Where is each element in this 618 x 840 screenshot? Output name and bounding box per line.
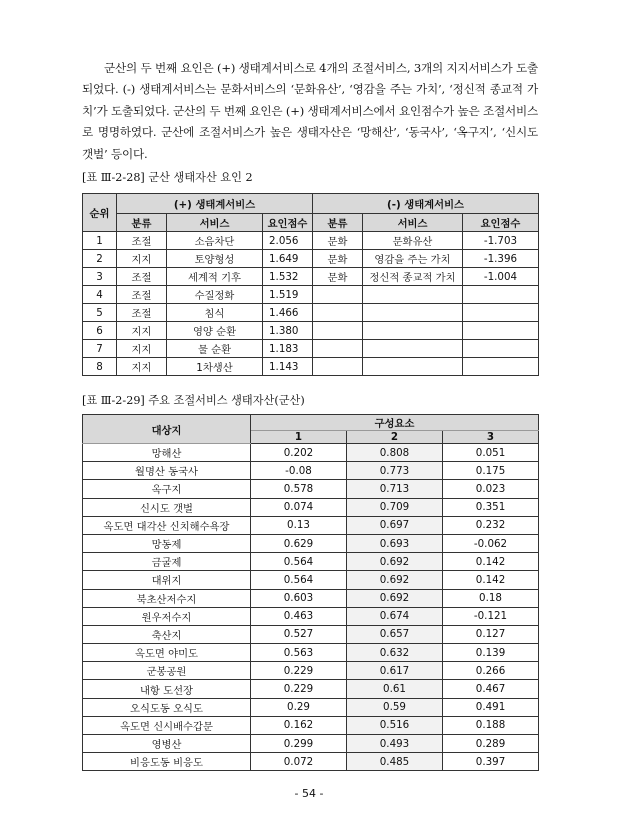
component-header: 구성요소 [251,415,539,431]
component-col-1-header: 1 [251,431,347,444]
minus-score-cell: -1.396 [463,250,539,268]
c3-cell: 0.232 [443,516,539,534]
target-cell: 옥도면 신시배수갑문 [83,716,251,734]
c3-cell: 0.142 [443,571,539,589]
table-row [83,480,539,498]
minus-service-cell [363,322,463,340]
plus-service-cell: 물 순환 [167,340,263,358]
minus-score-cell [463,286,539,304]
c2-cell: 0.808 [347,444,443,462]
c2-cell: 0.692 [347,589,443,607]
plus-service-cell: 소음차단 [167,232,263,250]
table-row [83,534,539,552]
plus-score-cell: 1.466 [263,304,313,322]
plus-score-cell: 2.056 [263,232,313,250]
c1-cell: 0.162 [251,716,347,734]
c3-cell: 0.175 [443,462,539,480]
rank-cell: 5 [83,304,117,322]
minus-category-cell: 문화 [313,268,363,286]
rank-cell: 7 [83,340,117,358]
table-row [83,607,539,625]
target-cell: 대위지 [83,571,251,589]
target-cell: 내항 도선장 [83,680,251,698]
minus-service-cell [363,358,463,376]
table-row [83,571,539,589]
c2-cell: 0.674 [347,607,443,625]
c3-cell: 0.266 [443,662,539,680]
plus-category-cell: 조절 [117,232,167,250]
minus-category-cell: 문화 [313,250,363,268]
c1-cell: 0.13 [251,516,347,534]
target-cell: 금굴제 [83,553,251,571]
c3-cell: 0.397 [443,753,539,771]
plus-score-cell: 1.649 [263,250,313,268]
c1-cell: 0.578 [251,480,347,498]
c1-cell: 0.202 [251,444,347,462]
table2-caption: [표 Ⅲ-2-29] 주요 조절서비스 생태자산(군산) [82,394,305,407]
target-cell: 영병산 [83,735,251,753]
component-col-3-header: 3 [443,431,539,444]
plus-service-cell: 영양 순환 [167,322,263,340]
minus-service-col-header: 서비스 [363,214,463,232]
target-cell: 비응도동 비응도 [83,753,251,771]
c1-cell: 0.629 [251,534,347,552]
minus-service-cell [363,286,463,304]
minus-category-cell [313,322,363,340]
plus-service-cell: 세계적 기후 [167,268,263,286]
plus-score-cell: 1.183 [263,340,313,358]
table-row [83,322,539,340]
table-row [83,680,539,698]
c2-cell: 0.709 [347,498,443,516]
c2-cell: 0.773 [347,462,443,480]
table-row [83,753,539,771]
c3-cell: 0.467 [443,680,539,698]
plus-score-cell: 1.380 [263,322,313,340]
c1-cell: -0.08 [251,462,347,480]
minus-score-cell [463,304,539,322]
plus-service-header: (+) 생태계서비스 [117,194,313,214]
table-row [83,589,539,607]
table1-caption: [표 Ⅲ-2-28] 군산 생태자산 요인 2 [82,171,253,184]
minus-service-cell: 정신적 종교적 가치 [363,268,463,286]
rank-cell: 4 [83,286,117,304]
table-row [83,698,539,716]
table-row [83,304,539,322]
c3-cell: 0.289 [443,735,539,753]
c3-cell: 0.127 [443,625,539,643]
table-row [83,553,539,571]
c1-cell: 0.603 [251,589,347,607]
target-cell: 신시도 갯벌 [83,498,251,516]
c2-cell: 0.697 [347,516,443,534]
table-row [83,498,539,516]
c2-cell: 0.692 [347,571,443,589]
minus-service-cell [363,340,463,358]
plus-service-cell: 토양형성 [167,250,263,268]
c2-cell: 0.632 [347,644,443,662]
minus-category-cell [313,286,363,304]
c3-cell: 0.139 [443,644,539,662]
component-col-2-header: 2 [347,431,443,444]
target-cell: 북초산저수지 [83,589,251,607]
plus-score-cell: 1.519 [263,286,313,304]
table-row [83,516,539,534]
target-cell: 망해산 [83,444,251,462]
plus-category-cell: 지지 [117,322,167,340]
c2-cell: 0.485 [347,753,443,771]
c2-cell: 0.713 [347,480,443,498]
minus-category-cell [313,340,363,358]
plus-score-cell: 1.532 [263,268,313,286]
plus-category-cell: 조절 [117,286,167,304]
target-cell: 망동제 [83,534,251,552]
plus-category-header: 분류 [117,214,167,232]
c2-cell: 0.493 [347,735,443,753]
table-row [83,340,539,358]
c1-cell: 0.564 [251,571,347,589]
table-row [83,444,539,462]
plus-score-cell: 1.143 [263,358,313,376]
c3-cell: 0.023 [443,480,539,498]
table-row [83,232,539,250]
plus-score-header: 요인점수 [263,214,313,232]
c1-cell: 0.563 [251,644,347,662]
c2-cell: 0.693 [347,534,443,552]
c2-cell: 0.516 [347,716,443,734]
c1-cell: 0.564 [251,553,347,571]
rank-header: 순위 [83,194,117,232]
plus-category-cell: 조절 [117,304,167,322]
plus-service-cell: 침식 [167,304,263,322]
c2-cell: 0.617 [347,662,443,680]
c1-cell: 0.229 [251,680,347,698]
target-header: 대상지 [83,415,251,444]
component-table [82,414,539,771]
minus-service-cell [363,304,463,322]
table-row [83,286,539,304]
c1-cell: 0.229 [251,662,347,680]
c2-cell: 0.657 [347,625,443,643]
factor-table [82,193,539,376]
table-row [83,462,539,480]
plus-service-col-header: 서비스 [167,214,263,232]
c2-cell: 0.692 [347,553,443,571]
c1-cell: 0.463 [251,607,347,625]
c3-cell: -0.121 [443,607,539,625]
c3-cell: 0.351 [443,498,539,516]
table-row [83,268,539,286]
plus-category-cell: 지지 [117,250,167,268]
table-row [83,716,539,734]
rank-cell: 2 [83,250,117,268]
c1-cell: 0.072 [251,753,347,771]
table-row [83,358,539,376]
minus-score-cell [463,340,539,358]
table-row [83,625,539,643]
c3-cell: 0.142 [443,553,539,571]
table-row [83,250,539,268]
minus-score-cell [463,358,539,376]
c2-cell: 0.61 [347,680,443,698]
minus-score-cell: -1.703 [463,232,539,250]
c3-cell: 0.491 [443,698,539,716]
body-paragraph: 군산의 두 번째 요인은 (+) 생태계서비스로 4개의 조절서비스, 3개의 지지서비스가 도출되었다. (-) 생태계서비스는 문화서비스의 ‘문화유산’, ‘영감을 주는 가치’, ‘정신적 종교적 가치’가 도출되었다. 군산의 두 번째 요인은 (+) 생태계서비스에서 요인점수가 높은 조절서비스로 명명하였다. 군산에 조절서비스가 높은 생태자산은 ‘망해산’, ‘동국사’, ‘옥구지’, ‘신시도 갯벌’ 등이다. [82,61,538,161]
rank-cell: 8 [83,358,117,376]
c3-cell: 0.188 [443,716,539,734]
plus-service-cell: 1차생산 [167,358,263,376]
c1-cell: 0.299 [251,735,347,753]
target-cell: 옥도면 대각산 신치해수욕장 [83,516,251,534]
plus-service-cell: 수질정화 [167,286,263,304]
minus-category-cell: 문화 [313,232,363,250]
target-cell: 축산지 [83,625,251,643]
c3-cell: 0.18 [443,589,539,607]
c3-cell: -0.062 [443,534,539,552]
target-cell: 옥구지 [83,480,251,498]
rank-cell: 1 [83,232,117,250]
table-row [83,644,539,662]
table-row [83,662,539,680]
target-cell: 옥도면 야미도 [83,644,251,662]
minus-service-cell: 영감을 주는 가치 [363,250,463,268]
minus-score-cell: -1.004 [463,268,539,286]
minus-category-header: 분류 [313,214,363,232]
minus-service-header: (-) 생태계서비스 [313,194,539,214]
plus-category-cell: 지지 [117,358,167,376]
target-cell: 오식도동 오식도 [83,698,251,716]
minus-score-cell [463,322,539,340]
page-number: - 54 - [294,787,324,800]
c1-cell: 0.527 [251,625,347,643]
minus-service-cell: 문화유산 [363,232,463,250]
target-cell: 원우저수지 [83,607,251,625]
plus-category-cell: 조절 [117,268,167,286]
target-cell: 군봉공원 [83,662,251,680]
c1-cell: 0.29 [251,698,347,716]
rank-cell: 3 [83,268,117,286]
c1-cell: 0.074 [251,498,347,516]
plus-category-cell: 지지 [117,340,167,358]
rank-cell: 6 [83,322,117,340]
target-cell: 월명산 동국사 [83,462,251,480]
c3-cell: 0.051 [443,444,539,462]
minus-score-header: 요인점수 [463,214,539,232]
c2-cell: 0.59 [347,698,443,716]
table-row [83,735,539,753]
minus-category-cell [313,358,363,376]
minus-category-cell [313,304,363,322]
